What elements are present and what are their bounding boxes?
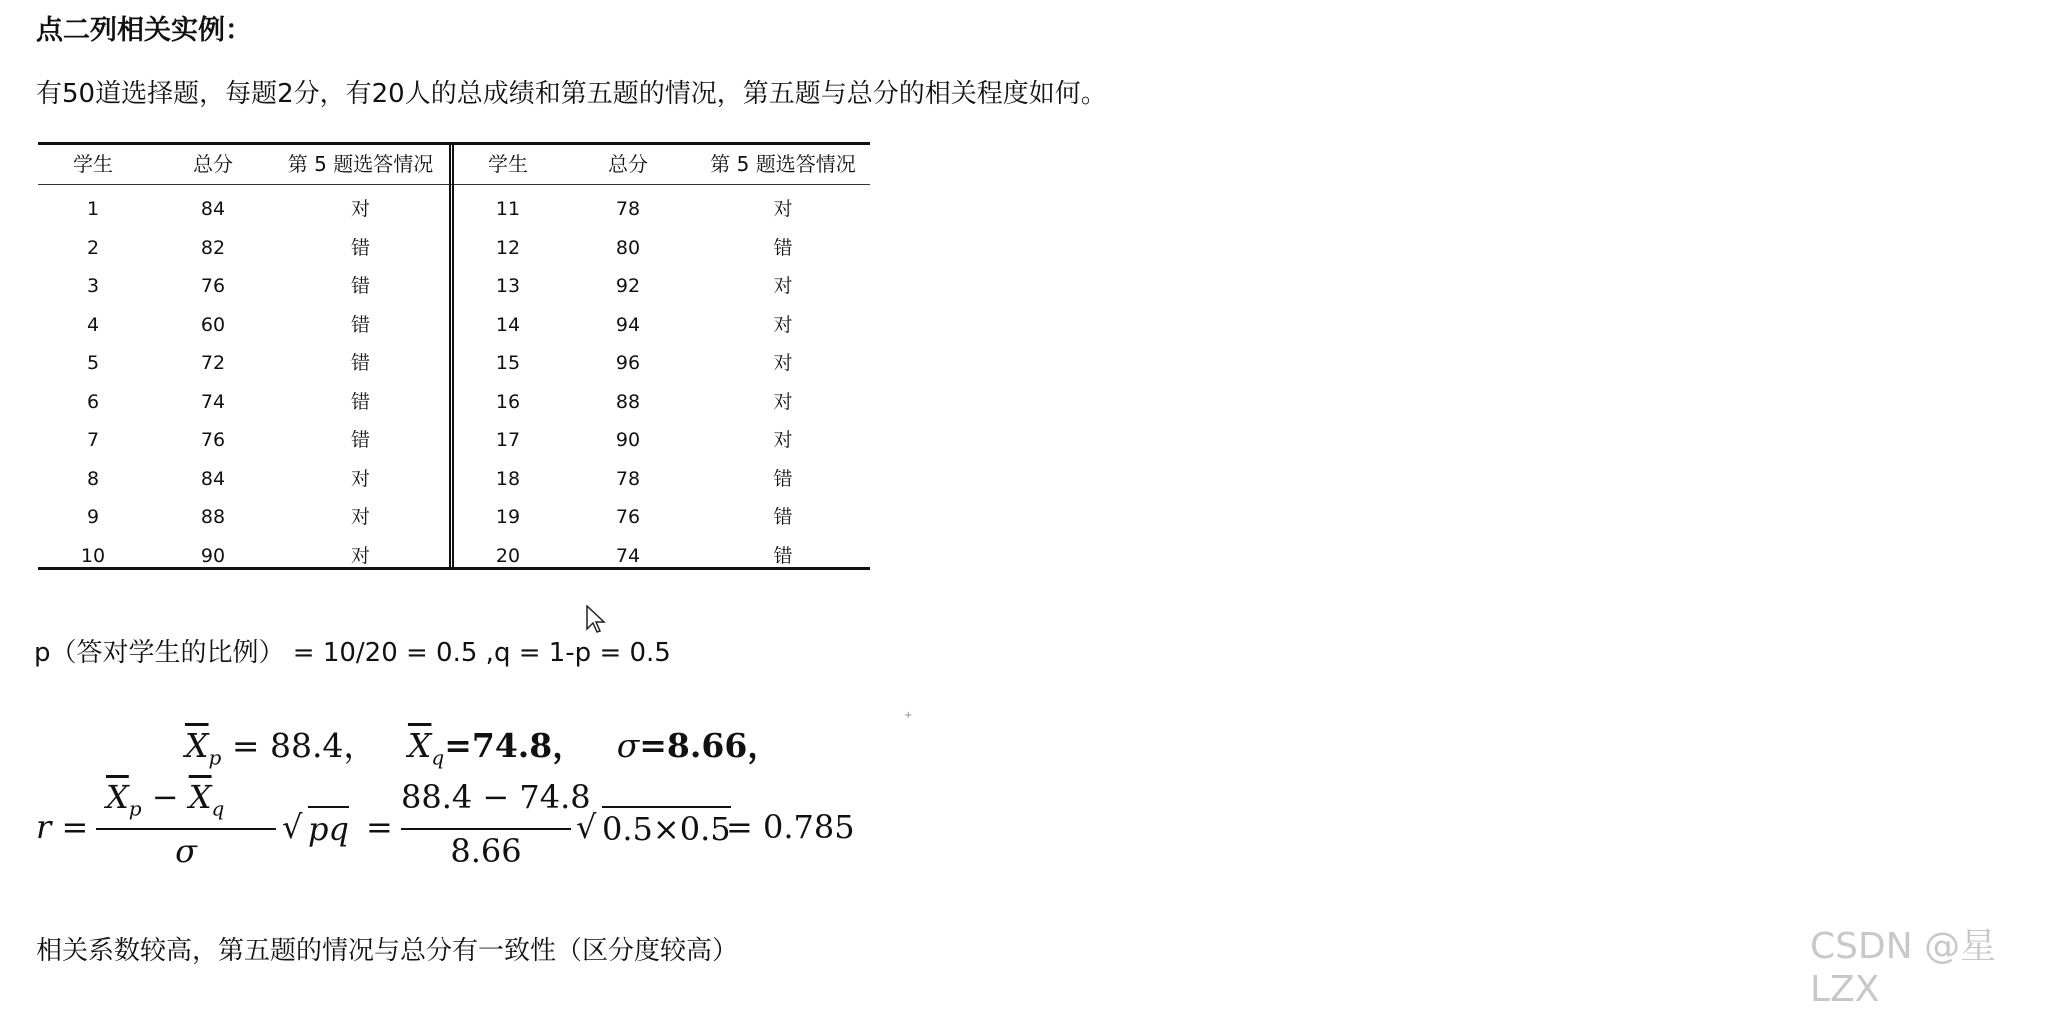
means-line <box>185 720 780 770</box>
num-xp: $\overline{X}$ <box>106 778 129 816</box>
mean-xq-value: =74.8， <box>444 726 586 765</box>
table-row <box>38 190 870 228</box>
header-student-2: 学生 <box>488 152 528 176</box>
question-text: 有50道选择题，每题2分，有20人的总成绩和第五题的情况，第五题与总分的相关程度如何。 <box>36 79 1107 109</box>
mean-diff-fraction <box>96 780 276 880</box>
cell-total: 76 <box>200 275 226 297</box>
cell-total-2: 74 <box>615 544 641 567</box>
sqrt-sign: √ <box>282 808 303 846</box>
cell-total-2: 90 <box>615 429 641 451</box>
table-header-row <box>38 145 870 183</box>
sigma-value: =8.66， <box>639 726 781 765</box>
fraction-bar <box>96 828 276 830</box>
cell-student-2: 20 <box>495 544 521 567</box>
cell-total: 90 <box>200 544 226 567</box>
cell-student-2: 16 <box>495 390 521 413</box>
cell-student: 1 <box>86 198 100 220</box>
cell-q5-answer: 错 <box>350 313 370 336</box>
cell-q5-answer: 对 <box>350 544 370 567</box>
cell-student-2: 18 <box>495 467 521 490</box>
cell-total-2: 96 <box>615 352 641 374</box>
cell-total-2: 76 <box>615 506 641 528</box>
num-xq: $\overline{X}$ <box>188 778 212 816</box>
cell-student-2: 14 <box>495 313 521 336</box>
cell-student: 5 <box>86 352 100 374</box>
r-formula <box>36 778 855 880</box>
numeric-fraction-bar <box>401 828 571 830</box>
table-row <box>38 344 870 382</box>
mean-xq-symbol: $\overline{X}$ <box>407 726 432 765</box>
table-row <box>38 306 870 344</box>
cell-q5-answer-2: 对 <box>773 198 793 220</box>
cell-q5-answer-2: 对 <box>773 275 793 297</box>
numeric-fraction <box>401 778 591 880</box>
cell-student: 7 <box>86 429 100 451</box>
cell-q5-answer-2: 对 <box>773 390 793 413</box>
cell-q5-answer-2: 对 <box>773 429 793 451</box>
num-xp-sub: p <box>128 796 142 821</box>
cell-q5-answer: 对 <box>350 198 370 220</box>
sqrt-value: 0.5×0.5 <box>602 806 731 848</box>
sqrt-sign-2: √ <box>576 808 597 846</box>
header-student: 学生 <box>73 152 113 176</box>
cell-total: 84 <box>200 467 226 490</box>
table-row <box>38 537 870 575</box>
header-q5-2: 第 5 题选答情况 <box>710 152 856 176</box>
cell-total: 74 <box>200 390 226 413</box>
cell-q5-answer: 错 <box>350 352 370 374</box>
cell-total: 82 <box>200 236 226 259</box>
equals-sign: = <box>366 808 393 846</box>
table-row <box>38 267 870 305</box>
cell-q5-answer-2: 对 <box>773 313 793 336</box>
cell-q5-answer: 错 <box>350 429 370 451</box>
cell-student: 6 <box>86 390 100 413</box>
header-total: 总分 <box>193 152 233 176</box>
cell-total: 88 <box>200 506 226 528</box>
header-q5: 第 5 题选答情况 <box>287 152 434 176</box>
cell-q5-answer-2: 对 <box>773 352 793 374</box>
cell-student-2: 11 <box>495 198 521 220</box>
watermark: CSDN @星LZX <box>1810 926 1997 1010</box>
cell-total-2: 88 <box>615 390 641 413</box>
cell-q5-answer: 对 <box>350 467 370 490</box>
cell-student: 9 <box>86 506 100 528</box>
cell-student-2: 19 <box>495 506 521 528</box>
mean-xp-sub: p <box>208 745 222 770</box>
table-row <box>38 383 870 421</box>
mean-xq-sub: q <box>431 745 445 770</box>
cell-q5-answer: 错 <box>350 236 370 259</box>
cell-total-2: 92 <box>615 275 641 297</box>
cell-student: 10 <box>80 544 106 567</box>
cell-total-2: 78 <box>615 198 641 220</box>
numeric-numerator: 88.4 − 74.8 <box>401 778 591 816</box>
cell-q5-answer-2: 错 <box>773 544 793 567</box>
example-heading: 点二列相关实例： <box>36 15 252 46</box>
cell-student: 4 <box>86 313 100 336</box>
mean-diff-denominator: σ <box>175 832 197 870</box>
cell-total: 60 <box>200 313 226 336</box>
cell-student-2: 13 <box>495 275 521 297</box>
cell-q5-answer: 错 <box>350 390 370 413</box>
num-minus: − <box>151 778 179 816</box>
r-symbol: r = <box>36 808 89 846</box>
mean-xp-symbol: $\overline{X}$ <box>185 726 209 765</box>
cell-q5-answer: 对 <box>350 506 370 528</box>
sigma-symbol: σ <box>616 726 640 765</box>
cell-total-2: 80 <box>615 236 641 259</box>
conclusion-text: 相关系数较高，第五题的情况与总分有一致性（区分度较高） <box>36 936 739 966</box>
cell-total-2: 78 <box>615 467 641 490</box>
cell-q5-answer: 错 <box>350 275 370 297</box>
cell-q5-answer-2: 错 <box>773 506 793 528</box>
table-row <box>38 460 870 498</box>
cell-student-2: 17 <box>495 429 521 451</box>
cell-student: 2 <box>86 236 100 259</box>
mean-xp-value: = 88.4， <box>231 726 377 765</box>
cell-total-2: 94 <box>615 313 641 336</box>
header-total-2: 总分 <box>608 152 648 176</box>
table-row <box>38 421 870 459</box>
table-row <box>38 229 870 267</box>
num-xq-sub: q <box>211 796 225 821</box>
table-corner-mark: + <box>904 710 913 721</box>
cell-student: 3 <box>86 275 100 297</box>
cell-total: 72 <box>200 352 226 374</box>
cell-student-2: 15 <box>495 352 521 374</box>
cell-q5-answer-2: 错 <box>773 467 793 490</box>
mouse-cursor-icon <box>585 605 607 635</box>
cell-total: 76 <box>200 429 226 451</box>
cell-total: 84 <box>200 198 226 220</box>
table-header-rule <box>38 184 870 185</box>
cell-student-2: 12 <box>495 236 521 259</box>
mean-diff-numerator <box>106 778 224 820</box>
proportion-line: p（答对学生的比例） = 10/20 = 0.5 ,q = 1-p = 0.5 <box>34 638 671 668</box>
numeric-denominator: 8.66 <box>450 832 522 870</box>
sqrt-pq: pq <box>308 806 349 848</box>
table-row <box>38 498 870 536</box>
cell-student: 8 <box>86 467 100 490</box>
r-result: = 0.785 <box>726 808 855 846</box>
cell-q5-answer-2: 错 <box>773 236 793 259</box>
